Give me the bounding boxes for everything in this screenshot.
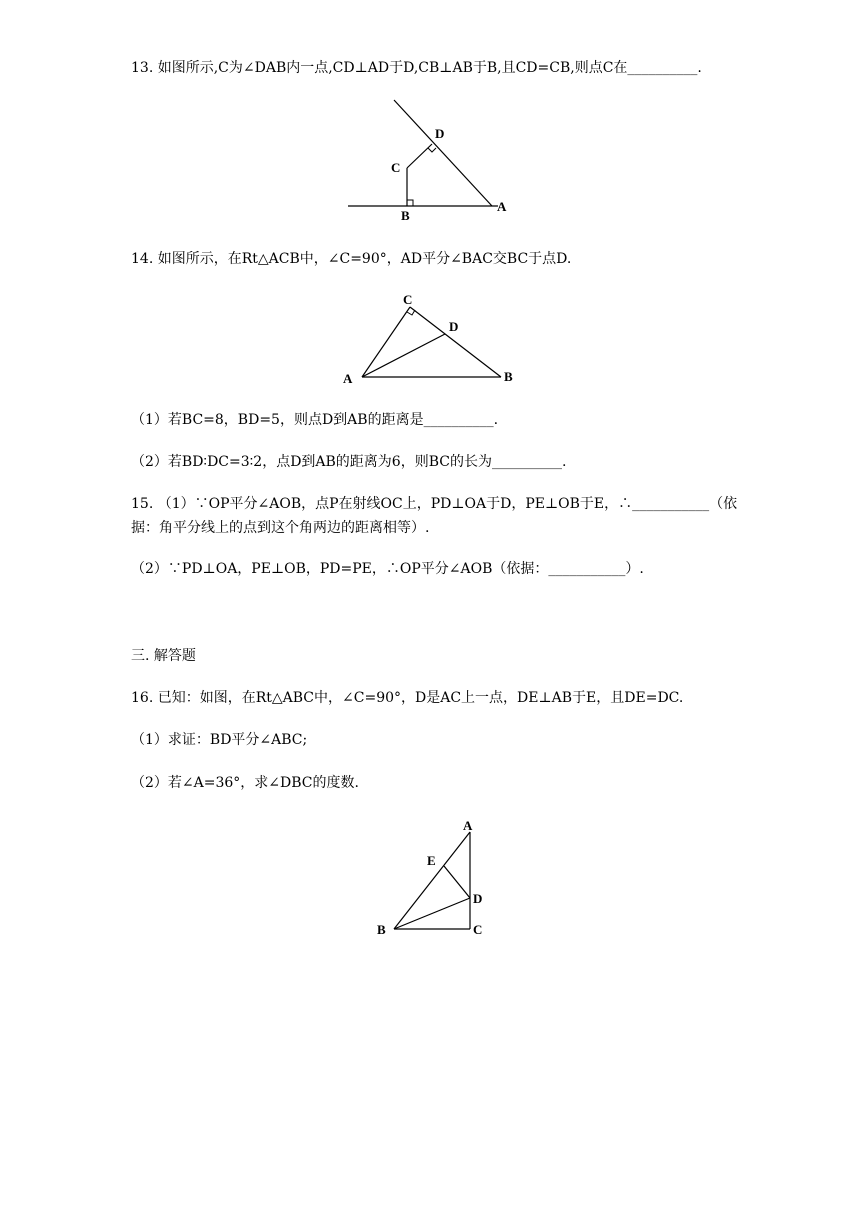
q13-label-c: C [391,160,401,175]
q13-figure [340,92,530,222]
q16-part1: （1）求证：BD平分∠ABC; [131,732,308,748]
section-title: 三. 解答题 [131,648,196,664]
q16-text: 16. 已知：如图，在Rt△ABC中，∠C=90°，D是AC上一点，DE⊥AB于E，且DE=DC. [131,690,684,706]
q14-label-b: B [504,369,513,384]
q13-label-d: D [435,126,445,141]
q16-label-a: A [463,818,473,833]
q16-part2: （2）若∠A=36°，求∠DBC的度数. [131,775,359,791]
q14-part1: （1）若BC=8，BD=5，则点D到AB的距离是__________. [131,412,499,428]
q16-diagram [370,812,500,942]
q14-label-d: D [449,319,459,334]
q15-part1-line2: 据：角平分线上的点到这个角两边的距离相等）. [131,520,430,536]
q16-label-d: D [473,891,483,906]
q14-part2: （2）若BD∶DC=3∶2，点D到AB的距离为6，则BC的长为__________. [131,454,567,470]
q15-part1-line1: 15. （1）∵OP平分∠AOB，点P在射线OC上，PD⊥OA于D，PE⊥OB于E，∴___________（依 [131,496,738,512]
q16-label-c: C [473,922,483,937]
q13-label-a: A [497,199,507,214]
q14-label-a: A [343,371,353,386]
q16-figure [370,812,500,942]
q13-label-b: B [401,208,410,222]
q14-text: 14. 如图所示，在Rt△ACB中，∠C=90°，AD平分∠BAC交BC于点D. [131,251,572,267]
q13-diagram [340,92,530,222]
q13-text: 13. 如图所示,C为∠DAB内一点,CD⊥AD于D,CB⊥AB于B,且CD=CB,则点C在__________. [131,60,702,76]
q14-diagram [335,288,530,388]
q16-label-b: B [377,922,386,937]
q15-part2: （2）∵PD⊥OA，PE⊥OB，PD=PE，∴OP平分∠AOB（依据：___________）. [131,561,644,577]
q16-label-e: E [427,853,436,868]
q14-label-c: C [403,292,413,307]
q14-figure [335,288,530,388]
